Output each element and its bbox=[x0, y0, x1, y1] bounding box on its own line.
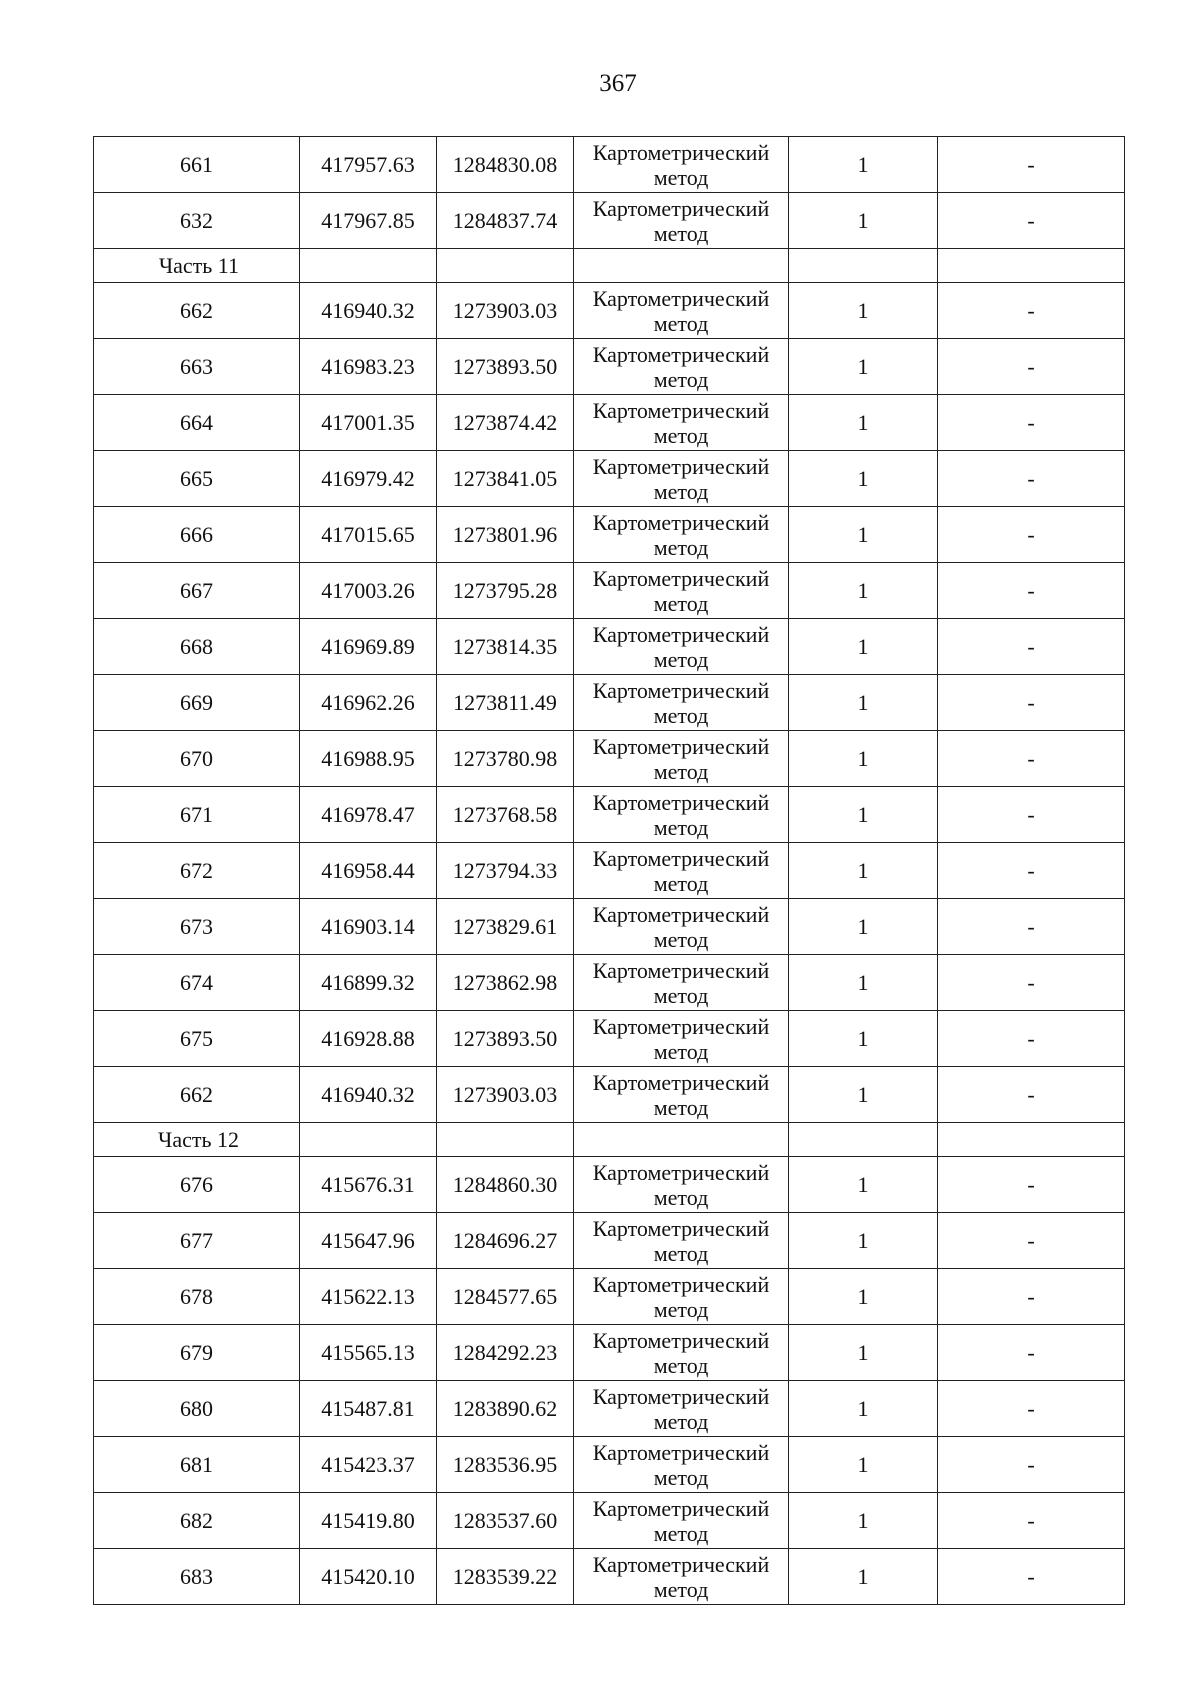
empty-cell bbox=[789, 249, 938, 283]
method-line-1: Картометрический bbox=[592, 1216, 770, 1241]
table-row bbox=[94, 563, 1125, 619]
method-line-1: Картометрический bbox=[592, 734, 770, 759]
table-row bbox=[94, 899, 1125, 955]
empty-cell bbox=[437, 1123, 574, 1157]
x-coordinate-cell: 417003.26 bbox=[300, 563, 437, 619]
accuracy-cell: 1 bbox=[789, 339, 938, 395]
x-coordinate-cell: 415676.31 bbox=[300, 1157, 437, 1213]
part-header-row bbox=[94, 1123, 1125, 1157]
table-row bbox=[94, 619, 1125, 675]
y-coordinate-cell: 1283537.60 bbox=[437, 1493, 574, 1549]
x-coordinate-cell: 416958.44 bbox=[300, 843, 437, 899]
table-row bbox=[94, 787, 1125, 843]
method-line-2: метод bbox=[653, 759, 709, 784]
point-number-cell: 677 bbox=[94, 1213, 300, 1269]
point-number-cell: 632 bbox=[94, 193, 300, 249]
note-cell: - bbox=[938, 899, 1125, 955]
note-cell: - bbox=[938, 137, 1125, 193]
point-number-cell: 674 bbox=[94, 955, 300, 1011]
y-coordinate-cell: 1284830.08 bbox=[437, 137, 574, 193]
table-row bbox=[94, 339, 1125, 395]
table-row bbox=[94, 1213, 1125, 1269]
method-cell bbox=[574, 1269, 789, 1325]
x-coordinate-cell: 415423.37 bbox=[300, 1437, 437, 1493]
method-line-1: Картометрический bbox=[592, 622, 770, 647]
point-number-cell: 681 bbox=[94, 1437, 300, 1493]
y-coordinate-cell: 1273829.61 bbox=[437, 899, 574, 955]
table-row bbox=[94, 137, 1125, 193]
method-line-2: метод bbox=[653, 927, 709, 952]
note-cell: - bbox=[938, 1493, 1125, 1549]
method-line-2: метод bbox=[653, 1297, 709, 1322]
method-line-2: метод bbox=[653, 1095, 709, 1120]
accuracy-cell: 1 bbox=[789, 1011, 938, 1067]
table-row bbox=[94, 1493, 1125, 1549]
note-cell: - bbox=[938, 955, 1125, 1011]
x-coordinate-cell: 417957.63 bbox=[300, 137, 437, 193]
table-row bbox=[94, 1549, 1125, 1605]
method-line-1: Картометрический bbox=[592, 342, 770, 367]
x-coordinate-cell: 415419.80 bbox=[300, 1493, 437, 1549]
y-coordinate-cell: 1273768.58 bbox=[437, 787, 574, 843]
method-line-1: Картометрический bbox=[592, 454, 770, 479]
method-cell bbox=[574, 193, 789, 249]
table-row bbox=[94, 843, 1125, 899]
method-line-2: метод bbox=[653, 165, 709, 190]
point-number-cell: 673 bbox=[94, 899, 300, 955]
accuracy-cell: 1 bbox=[789, 193, 938, 249]
y-coordinate-cell: 1273893.50 bbox=[437, 339, 574, 395]
table-row bbox=[94, 1157, 1125, 1213]
method-cell bbox=[574, 787, 789, 843]
method-line-1: Картометрический bbox=[592, 678, 770, 703]
note-cell: - bbox=[938, 731, 1125, 787]
accuracy-cell: 1 bbox=[789, 731, 938, 787]
table-row bbox=[94, 395, 1125, 451]
x-coordinate-cell: 416928.88 bbox=[300, 1011, 437, 1067]
point-number-cell: 678 bbox=[94, 1269, 300, 1325]
y-coordinate-cell: 1284860.30 bbox=[437, 1157, 574, 1213]
method-cell bbox=[574, 619, 789, 675]
accuracy-cell: 1 bbox=[789, 507, 938, 563]
y-coordinate-cell: 1284696.27 bbox=[437, 1213, 574, 1269]
method-line-2: метод bbox=[653, 1039, 709, 1064]
table-row bbox=[94, 1437, 1125, 1493]
x-coordinate-cell: 416979.42 bbox=[300, 451, 437, 507]
table-row bbox=[94, 507, 1125, 563]
method-cell bbox=[574, 1437, 789, 1493]
note-cell: - bbox=[938, 843, 1125, 899]
y-coordinate-cell: 1284577.65 bbox=[437, 1269, 574, 1325]
page-number: 367 bbox=[599, 70, 637, 97]
y-coordinate-cell: 1284292.23 bbox=[437, 1325, 574, 1381]
part-label: Часть 11 bbox=[94, 249, 300, 283]
method-line-1: Картометрический bbox=[592, 1440, 770, 1465]
y-coordinate-cell: 1273841.05 bbox=[437, 451, 574, 507]
note-cell: - bbox=[938, 675, 1125, 731]
note-cell: - bbox=[938, 1011, 1125, 1067]
y-coordinate-cell: 1284837.74 bbox=[437, 193, 574, 249]
method-line-2: метод bbox=[653, 535, 709, 560]
empty-cell bbox=[574, 1123, 789, 1157]
x-coordinate-cell: 415420.10 bbox=[300, 1549, 437, 1605]
table-row bbox=[94, 1381, 1125, 1437]
method-line-2: метод bbox=[653, 703, 709, 728]
x-coordinate-cell: 417001.35 bbox=[300, 395, 437, 451]
part-header-row bbox=[94, 249, 1125, 283]
point-number-cell: 682 bbox=[94, 1493, 300, 1549]
method-line-1: Картометрический bbox=[592, 510, 770, 535]
y-coordinate-cell: 1283536.95 bbox=[437, 1437, 574, 1493]
note-cell: - bbox=[938, 1325, 1125, 1381]
point-number-cell: 662 bbox=[94, 283, 300, 339]
method-cell bbox=[574, 843, 789, 899]
method-cell bbox=[574, 675, 789, 731]
method-line-2: метод bbox=[653, 423, 709, 448]
point-number-cell: 676 bbox=[94, 1157, 300, 1213]
y-coordinate-cell: 1273903.03 bbox=[437, 1067, 574, 1123]
point-number-cell: 680 bbox=[94, 1381, 300, 1437]
note-cell: - bbox=[938, 1549, 1125, 1605]
y-coordinate-cell: 1273794.33 bbox=[437, 843, 574, 899]
method-line-2: метод bbox=[653, 479, 709, 504]
method-line-2: метод bbox=[653, 1521, 709, 1546]
method-line-2: метод bbox=[653, 871, 709, 896]
method-line-1: Картометрический bbox=[592, 398, 770, 423]
x-coordinate-cell: 416988.95 bbox=[300, 731, 437, 787]
x-coordinate-cell: 415565.13 bbox=[300, 1325, 437, 1381]
method-line-1: Картометрический bbox=[592, 902, 770, 927]
table-row bbox=[94, 731, 1125, 787]
note-cell: - bbox=[938, 395, 1125, 451]
y-coordinate-cell: 1283539.22 bbox=[437, 1549, 574, 1605]
accuracy-cell: 1 bbox=[789, 1213, 938, 1269]
x-coordinate-cell: 417967.85 bbox=[300, 193, 437, 249]
accuracy-cell: 1 bbox=[789, 283, 938, 339]
point-number-cell: 670 bbox=[94, 731, 300, 787]
note-cell: - bbox=[938, 1437, 1125, 1493]
accuracy-cell: 1 bbox=[789, 1437, 938, 1493]
accuracy-cell: 1 bbox=[789, 1067, 938, 1123]
note-cell: - bbox=[938, 619, 1125, 675]
point-number-cell: 666 bbox=[94, 507, 300, 563]
method-cell bbox=[574, 731, 789, 787]
method-line-2: метод bbox=[653, 1465, 709, 1490]
method-line-2: метод bbox=[653, 1185, 709, 1210]
accuracy-cell: 1 bbox=[789, 899, 938, 955]
accuracy-cell: 1 bbox=[789, 395, 938, 451]
table-row bbox=[94, 193, 1125, 249]
point-number-cell: 663 bbox=[94, 339, 300, 395]
method-line-2: метод bbox=[653, 1577, 709, 1602]
empty-cell bbox=[938, 1123, 1125, 1157]
note-cell: - bbox=[938, 451, 1125, 507]
method-cell bbox=[574, 1213, 789, 1269]
table-row bbox=[94, 283, 1125, 339]
method-cell bbox=[574, 507, 789, 563]
method-cell bbox=[574, 1011, 789, 1067]
method-line-1: Картометрический bbox=[592, 1384, 770, 1409]
y-coordinate-cell: 1273903.03 bbox=[437, 283, 574, 339]
method-line-1: Картометрический bbox=[592, 1272, 770, 1297]
point-number-cell: 664 bbox=[94, 395, 300, 451]
y-coordinate-cell: 1283890.62 bbox=[437, 1381, 574, 1437]
y-coordinate-cell: 1273893.50 bbox=[437, 1011, 574, 1067]
accuracy-cell: 1 bbox=[789, 843, 938, 899]
accuracy-cell: 1 bbox=[789, 1493, 938, 1549]
method-line-1: Картометрический bbox=[592, 1070, 770, 1095]
method-line-2: метод bbox=[653, 1353, 709, 1378]
accuracy-cell: 1 bbox=[789, 1325, 938, 1381]
note-cell: - bbox=[938, 339, 1125, 395]
method-line-1: Картометрический bbox=[592, 846, 770, 871]
y-coordinate-cell: 1273862.98 bbox=[437, 955, 574, 1011]
method-line-1: Картометрический bbox=[592, 1328, 770, 1353]
note-cell: - bbox=[938, 193, 1125, 249]
point-number-cell: 683 bbox=[94, 1549, 300, 1605]
method-cell bbox=[574, 1157, 789, 1213]
x-coordinate-cell: 417015.65 bbox=[300, 507, 437, 563]
accuracy-cell: 1 bbox=[789, 619, 938, 675]
method-line-1: Картометрический bbox=[592, 1160, 770, 1185]
point-number-cell: 671 bbox=[94, 787, 300, 843]
empty-cell bbox=[938, 249, 1125, 283]
x-coordinate-cell: 416983.23 bbox=[300, 339, 437, 395]
point-number-cell: 675 bbox=[94, 1011, 300, 1067]
point-number-cell: 661 bbox=[94, 137, 300, 193]
note-cell: - bbox=[938, 507, 1125, 563]
x-coordinate-cell: 416903.14 bbox=[300, 899, 437, 955]
empty-cell bbox=[574, 249, 789, 283]
table-row bbox=[94, 451, 1125, 507]
point-number-cell: 669 bbox=[94, 675, 300, 731]
table-row bbox=[94, 675, 1125, 731]
method-cell bbox=[574, 1493, 789, 1549]
x-coordinate-cell: 415487.81 bbox=[300, 1381, 437, 1437]
table-row bbox=[94, 955, 1125, 1011]
y-coordinate-cell: 1273874.42 bbox=[437, 395, 574, 451]
method-line-1: Картометрический bbox=[592, 1496, 770, 1521]
method-cell bbox=[574, 899, 789, 955]
method-line-1: Картометрический bbox=[592, 566, 770, 591]
method-line-2: метод bbox=[653, 591, 709, 616]
point-number-cell: 668 bbox=[94, 619, 300, 675]
table-row bbox=[94, 1067, 1125, 1123]
method-line-2: метод bbox=[653, 983, 709, 1008]
table-body bbox=[94, 137, 1125, 1605]
point-number-cell: 672 bbox=[94, 843, 300, 899]
method-line-2: метод bbox=[653, 815, 709, 840]
y-coordinate-cell: 1273811.49 bbox=[437, 675, 574, 731]
method-line-1: Картометрический bbox=[592, 1552, 770, 1577]
method-cell bbox=[574, 1067, 789, 1123]
accuracy-cell: 1 bbox=[789, 675, 938, 731]
method-line-2: метод bbox=[653, 221, 709, 246]
x-coordinate-cell: 416962.26 bbox=[300, 675, 437, 731]
accuracy-cell: 1 bbox=[789, 563, 938, 619]
table-row bbox=[94, 1325, 1125, 1381]
method-line-2: метод bbox=[653, 1409, 709, 1434]
empty-cell bbox=[437, 249, 574, 283]
note-cell: - bbox=[938, 283, 1125, 339]
method-cell bbox=[574, 339, 789, 395]
method-line-1: Картометрический bbox=[592, 140, 770, 165]
coordinates-table bbox=[93, 136, 1125, 1605]
part-label: Часть 12 bbox=[94, 1123, 300, 1157]
method-line-1: Картометрический bbox=[592, 790, 770, 815]
empty-cell bbox=[300, 249, 437, 283]
accuracy-cell: 1 bbox=[789, 1157, 938, 1213]
method-line-1: Картометрический bbox=[592, 958, 770, 983]
method-line-2: метод bbox=[653, 367, 709, 392]
x-coordinate-cell: 416899.32 bbox=[300, 955, 437, 1011]
accuracy-cell: 1 bbox=[789, 137, 938, 193]
point-number-cell: 667 bbox=[94, 563, 300, 619]
method-cell bbox=[574, 563, 789, 619]
x-coordinate-cell: 415622.13 bbox=[300, 1269, 437, 1325]
accuracy-cell: 1 bbox=[789, 1269, 938, 1325]
accuracy-cell: 1 bbox=[789, 1381, 938, 1437]
note-cell: - bbox=[938, 1067, 1125, 1123]
method-line-2: метод bbox=[653, 1241, 709, 1266]
method-line-1: Картометрический bbox=[592, 286, 770, 311]
y-coordinate-cell: 1273814.35 bbox=[437, 619, 574, 675]
method-cell bbox=[574, 1325, 789, 1381]
point-number-cell: 665 bbox=[94, 451, 300, 507]
method-cell bbox=[574, 137, 789, 193]
y-coordinate-cell: 1273795.28 bbox=[437, 563, 574, 619]
note-cell: - bbox=[938, 1381, 1125, 1437]
note-cell: - bbox=[938, 1157, 1125, 1213]
x-coordinate-cell: 416978.47 bbox=[300, 787, 437, 843]
table-row bbox=[94, 1011, 1125, 1067]
accuracy-cell: 1 bbox=[789, 955, 938, 1011]
empty-cell bbox=[789, 1123, 938, 1157]
accuracy-cell: 1 bbox=[789, 451, 938, 507]
method-cell bbox=[574, 955, 789, 1011]
accuracy-cell: 1 bbox=[789, 787, 938, 843]
point-number-cell: 679 bbox=[94, 1325, 300, 1381]
table-row bbox=[94, 1269, 1125, 1325]
method-cell bbox=[574, 451, 789, 507]
method-cell bbox=[574, 395, 789, 451]
x-coordinate-cell: 416940.32 bbox=[300, 283, 437, 339]
x-coordinate-cell: 416969.89 bbox=[300, 619, 437, 675]
method-line-2: метод bbox=[653, 647, 709, 672]
accuracy-cell: 1 bbox=[789, 1549, 938, 1605]
method-cell bbox=[574, 1549, 789, 1605]
point-number-cell: 662 bbox=[94, 1067, 300, 1123]
method-cell bbox=[574, 283, 789, 339]
empty-cell bbox=[300, 1123, 437, 1157]
note-cell: - bbox=[938, 1269, 1125, 1325]
method-line-1: Картометрический bbox=[592, 1014, 770, 1039]
y-coordinate-cell: 1273780.98 bbox=[437, 731, 574, 787]
method-cell bbox=[574, 1381, 789, 1437]
y-coordinate-cell: 1273801.96 bbox=[437, 507, 574, 563]
method-line-2: метод bbox=[653, 311, 709, 336]
x-coordinate-cell: 415647.96 bbox=[300, 1213, 437, 1269]
note-cell: - bbox=[938, 563, 1125, 619]
x-coordinate-cell: 416940.32 bbox=[300, 1067, 437, 1123]
note-cell: - bbox=[938, 787, 1125, 843]
method-line-1: Картометрический bbox=[592, 196, 770, 221]
note-cell: - bbox=[938, 1213, 1125, 1269]
